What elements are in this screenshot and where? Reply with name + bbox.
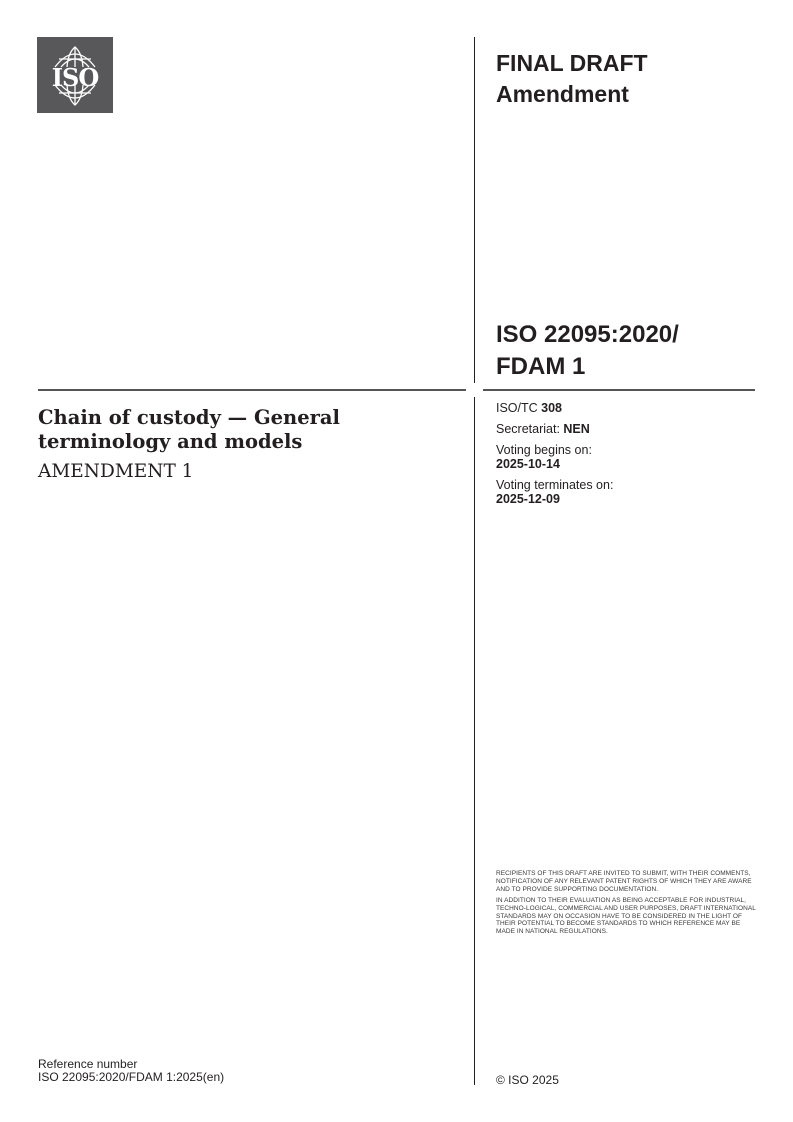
- document-number-line1: ISO 22095:2020/: [496, 321, 679, 348]
- committee: [496, 401, 613, 415]
- document-title: [38, 406, 458, 484]
- document-number-line2: FDAM 1: [496, 353, 586, 380]
- horizontal-divider-left: [38, 389, 466, 391]
- voting-terminates: [496, 478, 613, 506]
- reference-value: ISO 22095:2020/FDAM 1:2025(en): [38, 1069, 225, 1084]
- secretariat-value: NEN: [563, 422, 590, 436]
- voting-begins: [496, 443, 613, 471]
- iso-logo: [37, 37, 113, 113]
- notice-paragraph-1: RECIPIENTS OF THIS DRAFT ARE INVITED TO SUBMIT, WITH THEIR COMMENTS, NOTIFICATION OF ANY RELEVANT PATENT RIGHTS OF WHICH THEY ARE AWARE AND TO PROVIDE SUPPORTING DOCUMENTATION.: [496, 870, 752, 893]
- voting-terminates-date: 2025-12-09: [496, 492, 560, 506]
- committee-label: ISO/TC: [496, 401, 538, 415]
- amendment-label: AMENDMENT 1: [38, 461, 194, 482]
- reference-number: [38, 1058, 224, 1083]
- voting-begins-label: Voting begins on:: [496, 443, 592, 457]
- committee-value: 308: [541, 401, 563, 415]
- document-type: Amendment: [496, 81, 629, 107]
- document-stage: [496, 48, 648, 110]
- copyright: © ISO 2025: [496, 1073, 559, 1087]
- stage-label: FINAL DRAFT: [496, 50, 648, 76]
- horizontal-divider-right: [483, 389, 755, 391]
- reference-label: Reference number: [38, 1057, 138, 1071]
- vertical-divider-bottom: [474, 397, 475, 1085]
- voting-terminates-label: Voting terminates on:: [496, 478, 614, 492]
- title-main: [38, 406, 458, 454]
- globe-icon: [37, 37, 113, 113]
- secretariat: [496, 422, 613, 436]
- title-line2: terminology and models: [38, 430, 303, 453]
- voting-begins-date: 2025-10-14: [496, 457, 560, 471]
- document-metadata: [496, 401, 613, 513]
- document-number: [496, 319, 679, 383]
- svg-text:ISO: ISO: [51, 63, 99, 92]
- vertical-divider-top: [474, 37, 475, 383]
- secretariat-label: Secretariat:: [496, 422, 560, 436]
- title-line1: Chain of custody — General: [38, 406, 340, 429]
- draft-notice: [496, 870, 758, 939]
- notice-paragraph-2: IN ADDITION TO THEIR EVALUATION AS BEING ACCEPTABLE FOR INDUSTRIAL, TECHNO-LOGICAL, COMMERCIAL AND USER PURPOSES, DRAFT INTERNATIONAL STANDARDS MAY ON OCCASION HAVE TO BE CONSIDERED IN THE LIGHT OF THEIR POTENTIAL TO BECOME STANDARDS TO WHICH REFERENCE MAY BE MADE IN NATIONAL REGULATIONS.: [496, 896, 756, 936]
